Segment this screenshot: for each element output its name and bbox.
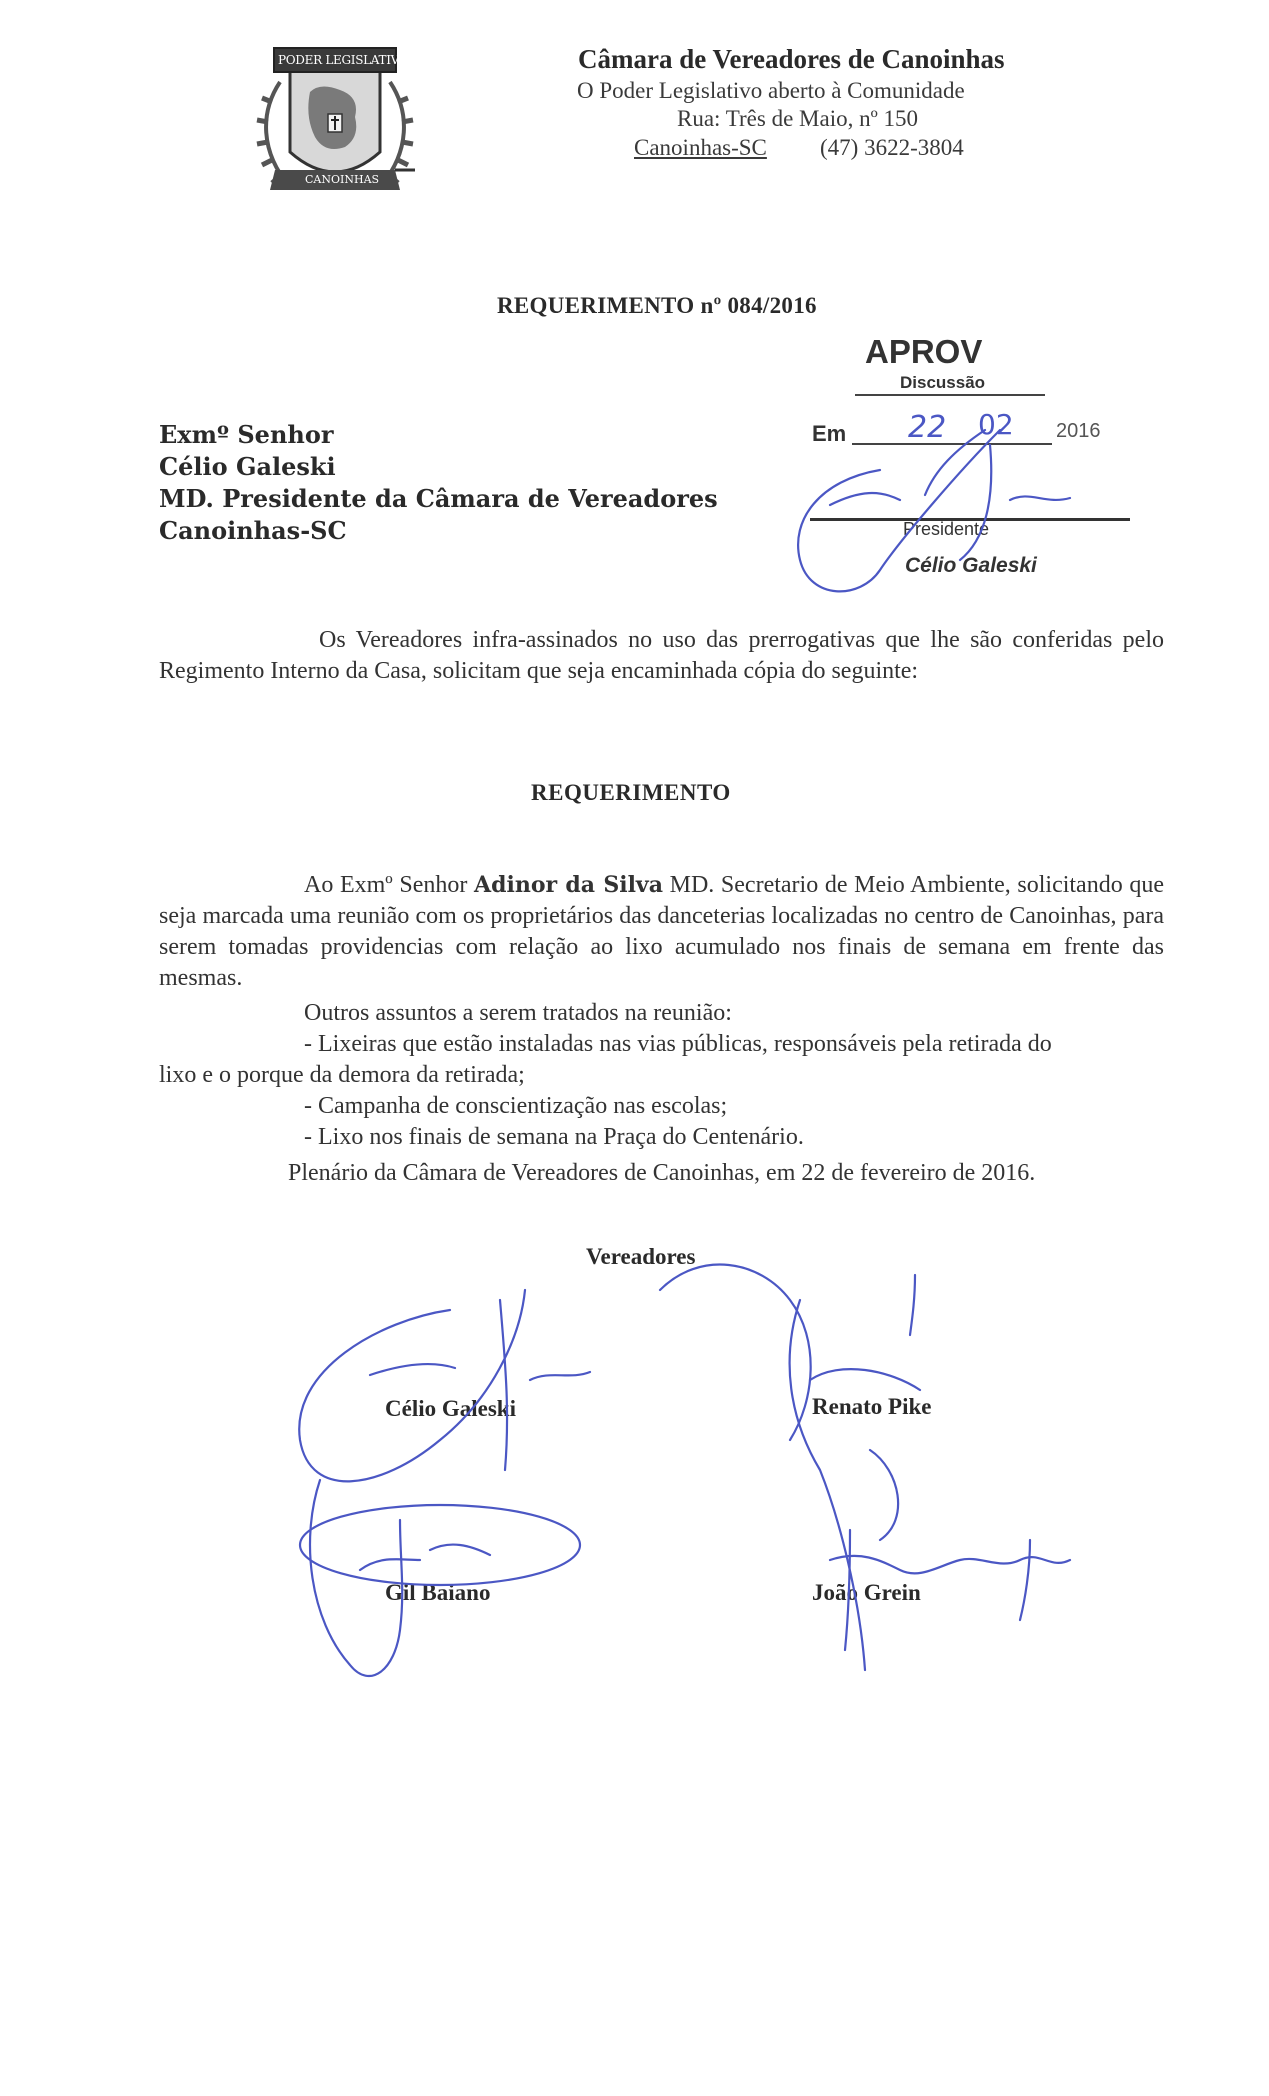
renato-signature-stroke bbox=[660, 1265, 811, 1440]
request-recipient: Adinor da Silva bbox=[474, 872, 663, 898]
addressee-salutation: Exmº Senhor bbox=[159, 420, 334, 449]
stamp-date-day: 22 bbox=[908, 410, 947, 445]
celio-signature-stroke bbox=[370, 1300, 590, 1470]
topic-item-1-cont: lixo e o porque da demora da retirada; bbox=[159, 1062, 525, 1088]
topics-intro: Outros assuntos a serem tratados na reunião: bbox=[304, 1000, 732, 1026]
stamp-date-prefix: Em bbox=[812, 421, 847, 446]
addressee-city: Canoinhas-SC bbox=[159, 516, 347, 545]
signatory-gil-baiano: Gil Baiano bbox=[385, 1580, 491, 1605]
stamp-signature-stroke bbox=[798, 430, 1000, 591]
stamp-name: Célio Galeski bbox=[905, 554, 1037, 577]
logo-base-text: CANOINHAS bbox=[305, 173, 380, 186]
joao-signature-stroke bbox=[845, 1530, 1030, 1650]
request-body: MD. Secretario de Meio Ambiente, solicitando que seja marcada uma reunião com os proprietários das danceterias localizadas no centro de Canoinhas, para serem tomadas providencias com relação ao lixo acumulado nos finais de semana em frente das mesmas. bbox=[159, 872, 1164, 991]
stamp-role: Presidente bbox=[903, 519, 990, 539]
section-heading: REQUERIMENTO bbox=[531, 780, 731, 805]
signatures-heading: Vereadores bbox=[586, 1244, 696, 1269]
topic-item-2: - Campanha de conscientização nas escolas; bbox=[304, 1093, 728, 1119]
institution-phone: (47) 3622-3804 bbox=[820, 135, 964, 160]
gil-signature-stroke bbox=[360, 1545, 490, 1570]
addressee-role: MD. Presidente da Câmara de Vereadores bbox=[159, 484, 718, 513]
signatory-renato-pike: Renato Pike bbox=[812, 1394, 932, 1419]
joao-signature-stroke bbox=[830, 1556, 1070, 1574]
topic-item-3: - Lixo nos finais de semana na Praça do Centenário. bbox=[304, 1124, 804, 1150]
logo-banner-text: PODER LEGISLATIVO bbox=[278, 53, 409, 67]
institution-city: Canoinhas-SC bbox=[634, 135, 767, 160]
document-title: REQUERIMENTO nº 084/2016 bbox=[497, 293, 817, 318]
stamp-signature-stroke bbox=[830, 430, 1070, 560]
addressee-name: Célio Galeski bbox=[159, 452, 336, 481]
stamp-discussion: Discussão bbox=[900, 373, 986, 392]
institution-title: Câmara de Vereadores de Canoinhas bbox=[578, 44, 1005, 74]
topic-item-1: - Lixeiras que estão instaladas nas vias públicas, responsáveis pela retirada do bbox=[304, 1031, 1052, 1057]
institution-address: Rua: Três de Maio, nº 150 bbox=[677, 106, 918, 131]
signatory-celio-galeski: Célio Galeski bbox=[385, 1396, 516, 1421]
gil-signature-stroke bbox=[300, 1505, 580, 1585]
stamp-date-year: 2016 bbox=[1056, 420, 1101, 442]
request-lead: Ao Exmº Senhor bbox=[304, 872, 468, 898]
institution-subtitle: O Poder Legislativo aberto à Comunidade bbox=[577, 78, 965, 103]
celio-signature-stroke bbox=[299, 1290, 525, 1481]
stamp-status: APROV bbox=[865, 333, 983, 370]
renato-signature-stroke bbox=[910, 1275, 915, 1335]
stamp-date-month: 02 bbox=[978, 408, 1014, 441]
closing-line: Plenário da Câmara de Vereadores de Canoinhas, em 22 de fevereiro de 2016. bbox=[288, 1160, 1036, 1186]
intro-paragraph: Os Vereadores infra-assinados no uso das prerrogativas que lhe são conferidas pelo Regimento Interno da Casa, solicitam que seja encaminhada cópia do seguinte: bbox=[159, 627, 1164, 684]
signatory-joao-grein: João Grein bbox=[812, 1580, 921, 1605]
